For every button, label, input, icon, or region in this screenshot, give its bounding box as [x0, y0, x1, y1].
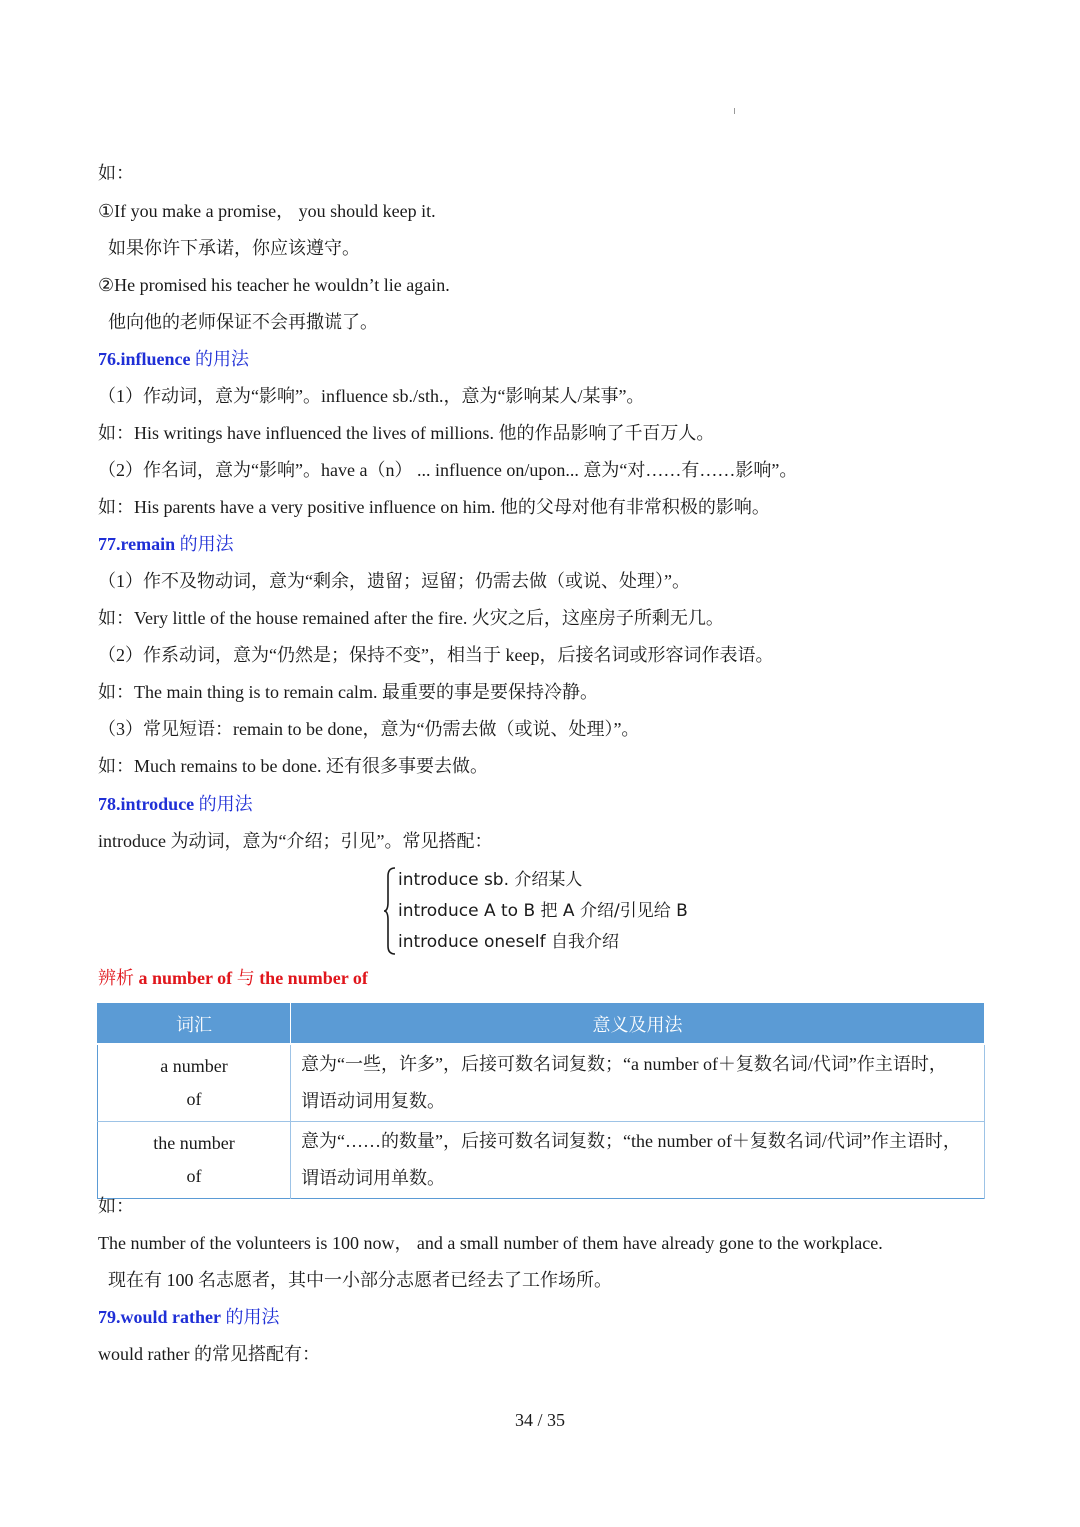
- s77-point-3: （3）常见短语：remain to be done，意为“仍需去做（或说、处理）”。: [98, 719, 640, 739]
- s77-point-2: （2）作系动词，意为“仍然是；保持不变”，相当于 keep，后接名词或形容词作表语。: [98, 645, 774, 665]
- example-sentence-1: ①If you make a promise， you should keep it.: [98, 201, 436, 221]
- page-number: 34 / 35: [514, 1410, 565, 1430]
- s77-example-2: 如：The main thing is to remain calm. 最重要的事是要保持冷静。: [98, 682, 598, 702]
- collocation-item: introduce A to B 把 A 介绍/引见给 B: [398, 901, 688, 921]
- page-mark: [734, 108, 735, 114]
- s78-point-1: introduce 为动词，意为“介绍；引见”。常见搭配：: [98, 831, 493, 851]
- table-row: [98, 1122, 985, 1199]
- term-cell: the number of: [98, 1122, 291, 1199]
- brace-icon: [383, 866, 397, 956]
- s76-example-1: 如：His writings have influenced the lives of millions. 他的作品影响了千百万人。: [98, 423, 715, 443]
- example-label: 如：: [98, 163, 134, 183]
- s77-point-1: （1）作不及物动词，意为“剩余，遗留；逗留；仍需去做（或说、处理）”。: [98, 571, 690, 591]
- section-78-heading: 78.introduce 的用法: [98, 794, 253, 814]
- s77-example-1: 如：Very little of the house remained after the fire. 火灾之后，这座房子所剩无几。: [98, 608, 724, 628]
- usage-cell: 意为“一些，许多”，后接可数名词复数；“a number of＋复数名词/代词”作主语时， 谓语动词用复数。: [291, 1044, 985, 1122]
- example-sentence-2: ②He promised his teacher he wouldn’t lie again.: [98, 275, 450, 295]
- table-header-row: [98, 1004, 985, 1045]
- header-usage: 意义及用法: [291, 1004, 985, 1045]
- usage-cell: 意为“……的数量”，后接可数名词复数；“the number of＋复数名词/代词”作主语时， 谓语动词用单数。: [291, 1122, 985, 1199]
- term-cell: a number of: [98, 1044, 291, 1122]
- comparison-heading: 辨析 a number of 与 the number of: [98, 968, 368, 988]
- section-79-heading: 79.would rather 的用法: [98, 1307, 280, 1327]
- collocation-item: introduce sb. 介绍某人: [398, 870, 583, 890]
- collocation-list: [383, 866, 723, 956]
- s76-point-2: （2）作名词，意为“影响”。have a（n） ... influence on/upon... 意为“对……有……影响”。: [98, 460, 798, 480]
- example-sentence-3: The number of the volunteers is 100 now， and a small number of them have already gone to the workplace.: [98, 1233, 883, 1253]
- example-translation-1: 如果你许下承诺，你应该遵守。: [108, 238, 360, 258]
- header-vocab: 词汇: [98, 1004, 291, 1045]
- example-translation-3: 现在有 100 名志愿者，其中一小部分志愿者已经去了工作场所。: [108, 1270, 612, 1290]
- example-translation-2: 他向他的老师保证不会再撒谎了。: [108, 312, 378, 332]
- collocation-item: introduce oneself 自我介绍: [398, 932, 620, 952]
- s79-point-1: would rather 的常见搭配有：: [98, 1344, 320, 1364]
- s77-example-3: 如：Much remains to be done. 还有很多事要去做。: [98, 756, 488, 776]
- s76-point-1: （1）作动词，意为“影响”。influence sb./sth.，意为“影响某人/某事”。: [98, 386, 645, 406]
- comparison-table: [97, 1003, 985, 1199]
- s76-example-2: 如：His parents have a very positive influence on him. 他的父母对他有非常积极的影响。: [98, 497, 770, 517]
- section-76-heading: 76.influence 的用法: [98, 349, 249, 369]
- section-77-heading: 77.remain 的用法: [98, 534, 234, 554]
- table-row: [98, 1044, 985, 1122]
- example-label-2: 如：: [98, 1196, 134, 1216]
